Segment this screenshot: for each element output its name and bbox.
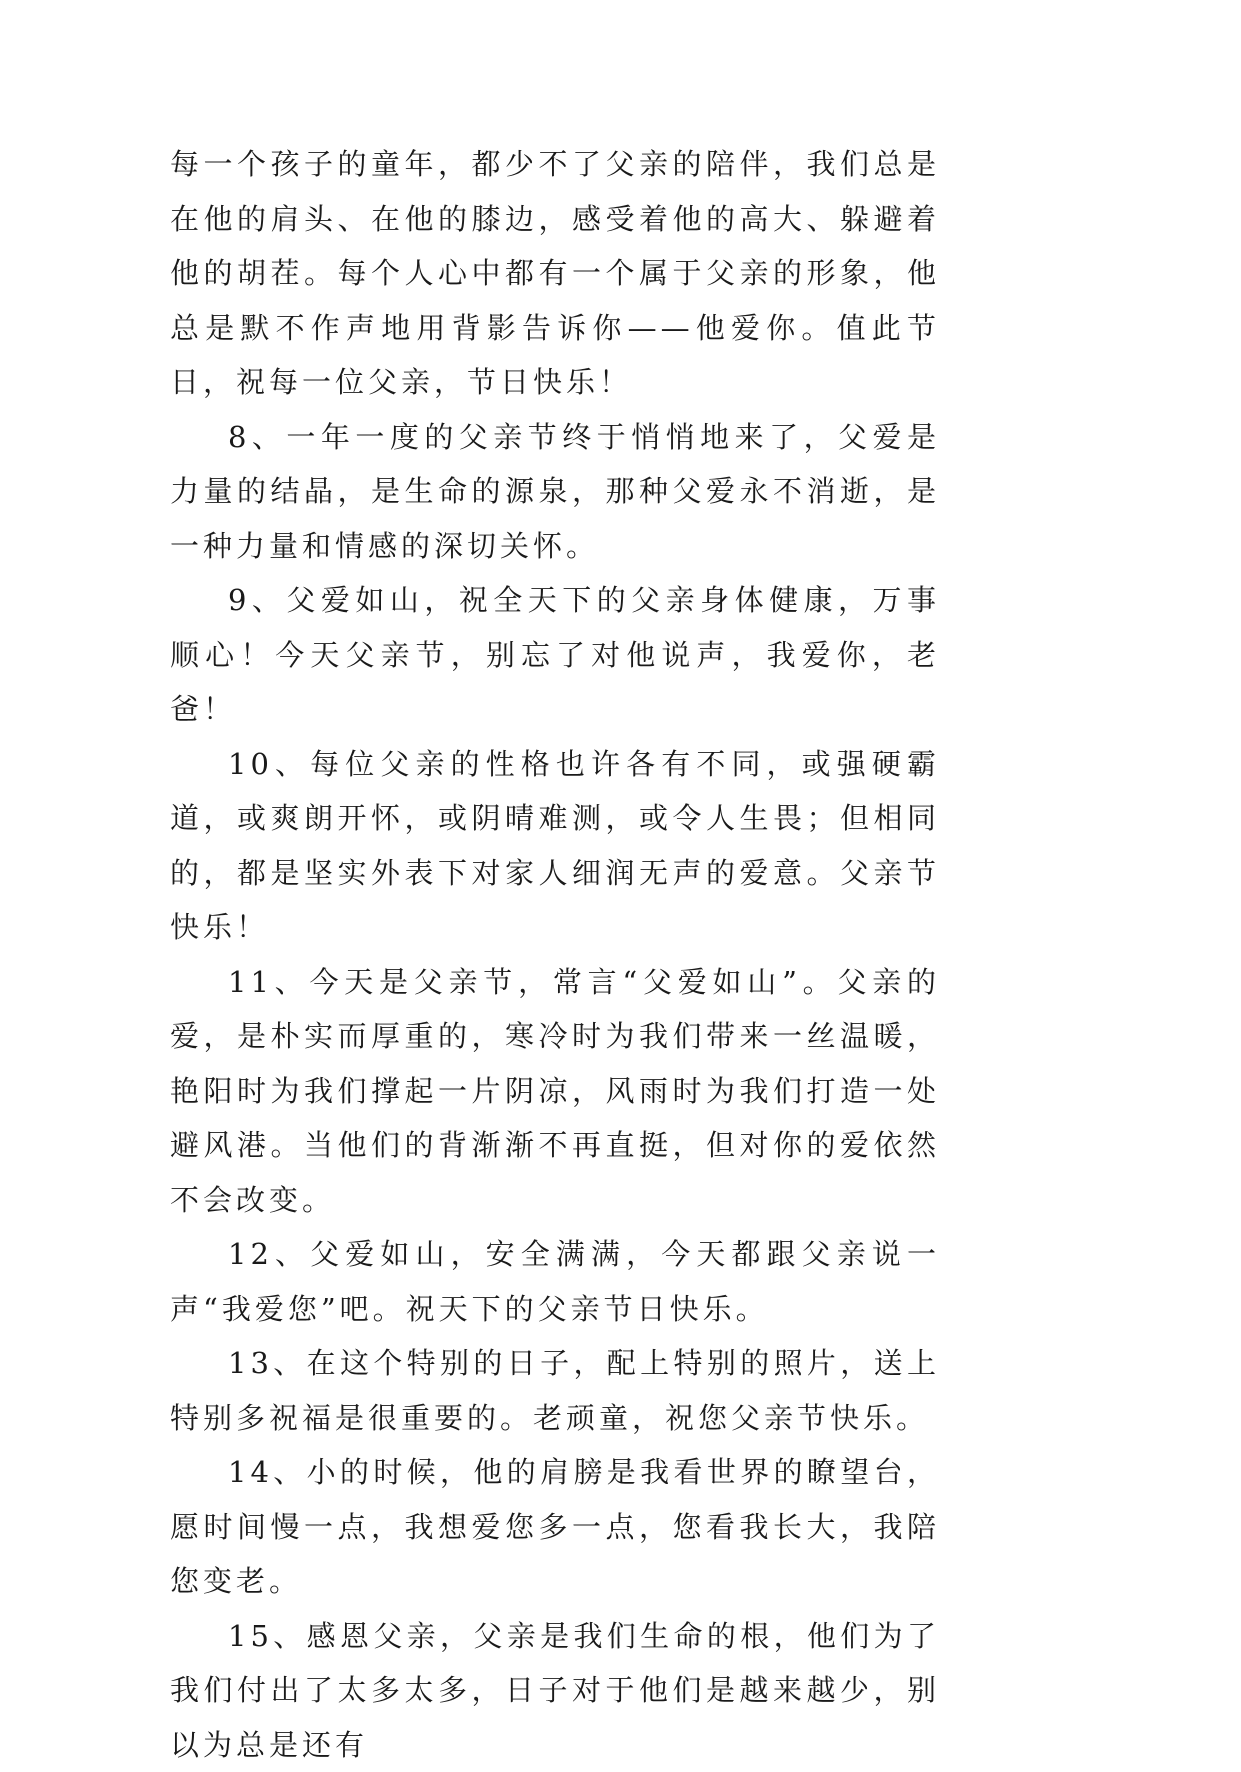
paragraph-item-11: 11、今天是父亲节，常言“父爱如山”。父亲的爱，是朴实而厚重的，寒冷时为我们带来一丝温暖，艳阳时为我们撑起一片阴凉，风雨时为我们打造一处避风港。当他们的背渐渐不再直挺，但对你的爱依然不会改变。: [170, 955, 940, 1228]
paragraph-continuation: 每一个孩子的童年，都少不了父亲的陪伴，我们总是在他的肩头、在他的膝边，感受着他的高大、躲避着他的胡茬。每个人心中都有一个属于父亲的形象，他总是默不作声地用背影告诉你——他爱你。值此节日，祝每一位父亲，节日快乐！: [170, 137, 940, 410]
paragraph-item-14: 14、小的时候，他的肩膀是我看世界的瞭望台，愿时间慢一点，我想爱您多一点，您看我长大，我陪您变老。: [170, 1445, 940, 1609]
paragraph-item-8: 8、一年一度的父亲节终于悄悄地来了，父爱是力量的结晶，是生命的源泉，那种父爱永不消逝，是一种力量和情感的深切关怀。: [170, 410, 940, 574]
paragraph-item-13: 13、在这个特别的日子，配上特别的照片，送上特别多祝福是很重要的。老顽童，祝您父亲节快乐。: [170, 1336, 940, 1445]
paragraph-item-9: 9、父爱如山，祝全天下的父亲身体健康，万事顺心！今天父亲节，别忘了对他说声，我爱你，老爸！: [170, 573, 940, 737]
paragraph-item-12: 12、父爱如山，安全满满，今天都跟父亲说一声“我爱您”吧。祝天下的父亲节日快乐。: [170, 1227, 940, 1336]
paragraph-item-10: 10、每位父亲的性格也许各有不同，或强硬霸道，或爽朗开怀，或阴晴难测，或令人生畏；但相同的，都是坚实外表下对家人细润无声的爱意。父亲节快乐！: [170, 737, 940, 955]
document-body: [170, 137, 940, 1772]
paragraph-item-15: 15、感恩父亲，父亲是我们生命的根，他们为了我们付出了太多太多，日子对于他们是越来越少，别以为总是还有: [170, 1609, 940, 1772]
